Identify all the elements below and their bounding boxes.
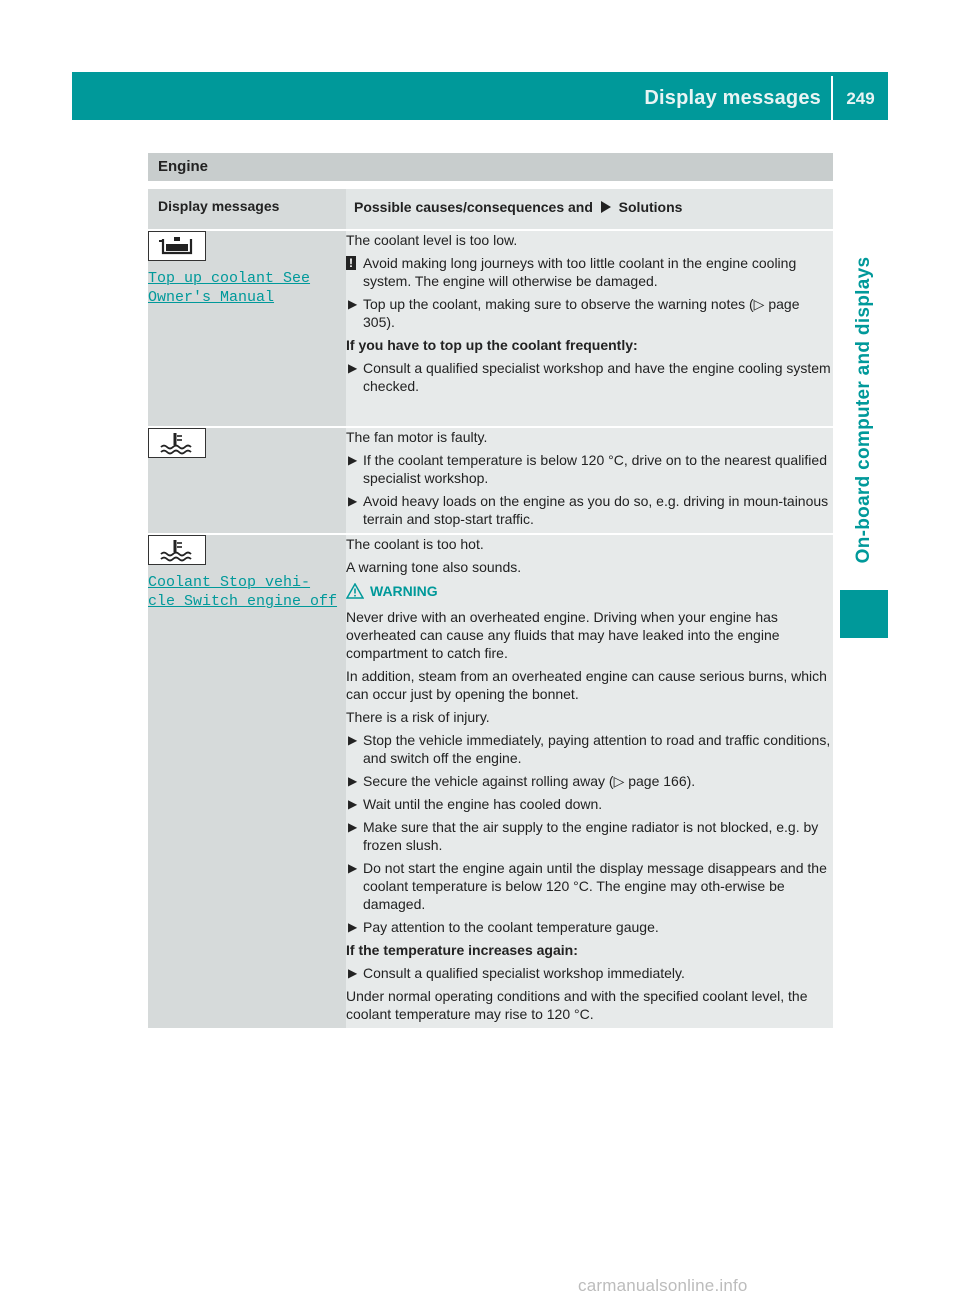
arrow-right-icon: ▶ [348, 297, 358, 311]
table-header-row [148, 189, 833, 230]
step-text: Make sure that the air supply to the engine radiator is not blocked, e.g. by frozen slush. [363, 819, 819, 853]
col-header-solutions: Solutions [618, 199, 683, 215]
cause-text: The coolant is too hot. [346, 536, 484, 552]
subheading: If the temperature increases again: [346, 942, 578, 958]
list-item [346, 731, 833, 767]
step-text: If the coolant temperature is below 120 °C, drive on to the nearest qualified specialist workshop. [363, 452, 827, 486]
list-item [346, 918, 833, 936]
arrow-right-icon: ▶ [348, 861, 358, 875]
header-title: Display messages [644, 87, 821, 109]
coolant-temperature-icon [148, 535, 206, 565]
coolant-temperature-icon [148, 428, 206, 458]
display-message-cell [148, 427, 346, 534]
warning-label: WARNING [370, 583, 438, 599]
step-text: Avoid heavy loads on the engine as you do so, e.g. driving in moun-tainous terrain and stop-start traffic. [363, 493, 829, 527]
solution-cell [346, 230, 833, 427]
display-message-cell [148, 230, 346, 427]
step-text: Wait until the engine has cooled down. [363, 796, 603, 812]
arrow-right-icon [600, 201, 612, 213]
arrow-right-icon: ▶ [348, 774, 358, 788]
list-item [346, 295, 833, 331]
step-text: Stop the vehicle immediately, paying attention to road and traffic conditions, and switch off the engine. [363, 732, 831, 766]
col-header-causes: Possible causes/consequences and [354, 199, 593, 215]
step-text: Secure the vehicle against rolling away (▷ page 166). [363, 773, 696, 789]
display-messages-table [148, 189, 833, 1030]
step-text: Pay attention to the coolant temperature gauge. [363, 919, 659, 935]
arrow-right-icon: ▶ [348, 920, 358, 934]
cause-text: A warning tone also sounds. [346, 559, 522, 575]
arrow-right-icon: ▶ [348, 733, 358, 747]
list-item [346, 492, 833, 528]
page-number: 249 [846, 89, 875, 108]
display-message-text: Top up coolant See Owner's Manual [148, 270, 311, 306]
list-item [346, 772, 833, 790]
display-message-cell [148, 534, 346, 1029]
warning-text: There is a risk of injury. [346, 709, 490, 725]
arrow-right-icon: ▶ [348, 966, 358, 980]
warning-text: Never drive with an overheated engine. Driving when your engine has overheated can cause any fluids that may have leaked into the engine compartment to catch fire. [346, 609, 780, 661]
display-message-text: Coolant Stop vehi‐ cle Switch engine off [148, 574, 338, 610]
arrow-right-icon: ▶ [348, 820, 358, 834]
step-text: Do not start the engine again until the display message disappears and the coolant temperature is below 120 °C. The engine may oth-erwise be damaged. [363, 860, 827, 912]
watermark: carmanualsonline.info [578, 1276, 748, 1295]
table-row [148, 427, 833, 534]
damage-note [346, 254, 833, 290]
subheading: If you have to top up the coolant frequently: [346, 337, 638, 353]
exclamation-icon: ! [346, 256, 356, 270]
step-text: Top up the coolant, making sure to observe the warning notes (▷ page 305). [363, 296, 800, 330]
list-item [346, 451, 833, 487]
step-text: Consult a qualified specialist workshop and have the engine cooling system checked. [363, 360, 831, 394]
list-item [346, 818, 833, 854]
col-header-display-messages: Display messages [148, 189, 346, 230]
section-heading [148, 153, 833, 181]
solution-cell [346, 427, 833, 534]
coolant-level-icon [148, 231, 206, 261]
side-tab-marker [840, 590, 888, 638]
step-text: Consult a qualified specialist workshop immediately. [363, 965, 685, 981]
side-tab-label: On-board computer and displays [853, 256, 874, 564]
table-row [148, 534, 833, 1029]
list-item [346, 359, 833, 395]
warning-text: In addition, steam from an overheated engine can cause serious burns, which can occur just by opening the bonnet. [346, 668, 827, 702]
cause-text: The fan motor is faulty. [346, 429, 488, 445]
table-row [148, 230, 833, 427]
list-item [346, 795, 833, 813]
warning-triangle-icon [346, 583, 364, 599]
arrow-right-icon: ▶ [348, 797, 358, 811]
list-item [346, 859, 833, 913]
damage-note-text: Avoid making long journeys with too little coolant in the engine cooling system. The engine will otherwise be damaged. [363, 255, 797, 289]
page-header [72, 72, 888, 120]
arrow-right-icon: ▶ [348, 494, 358, 508]
arrow-right-icon: ▶ [348, 453, 358, 467]
list-item [346, 964, 833, 982]
warning-heading [346, 582, 833, 600]
note-text: Under normal operating conditions and with the specified coolant level, the coolant temperature may rise to 120 °C. [346, 988, 808, 1022]
section-title: Engine [158, 158, 209, 175]
col-header-causes-solutions [346, 189, 833, 230]
arrow-right-icon: ▶ [348, 361, 358, 375]
cause-text: The coolant level is too low. [346, 232, 518, 248]
solution-cell [346, 534, 833, 1029]
